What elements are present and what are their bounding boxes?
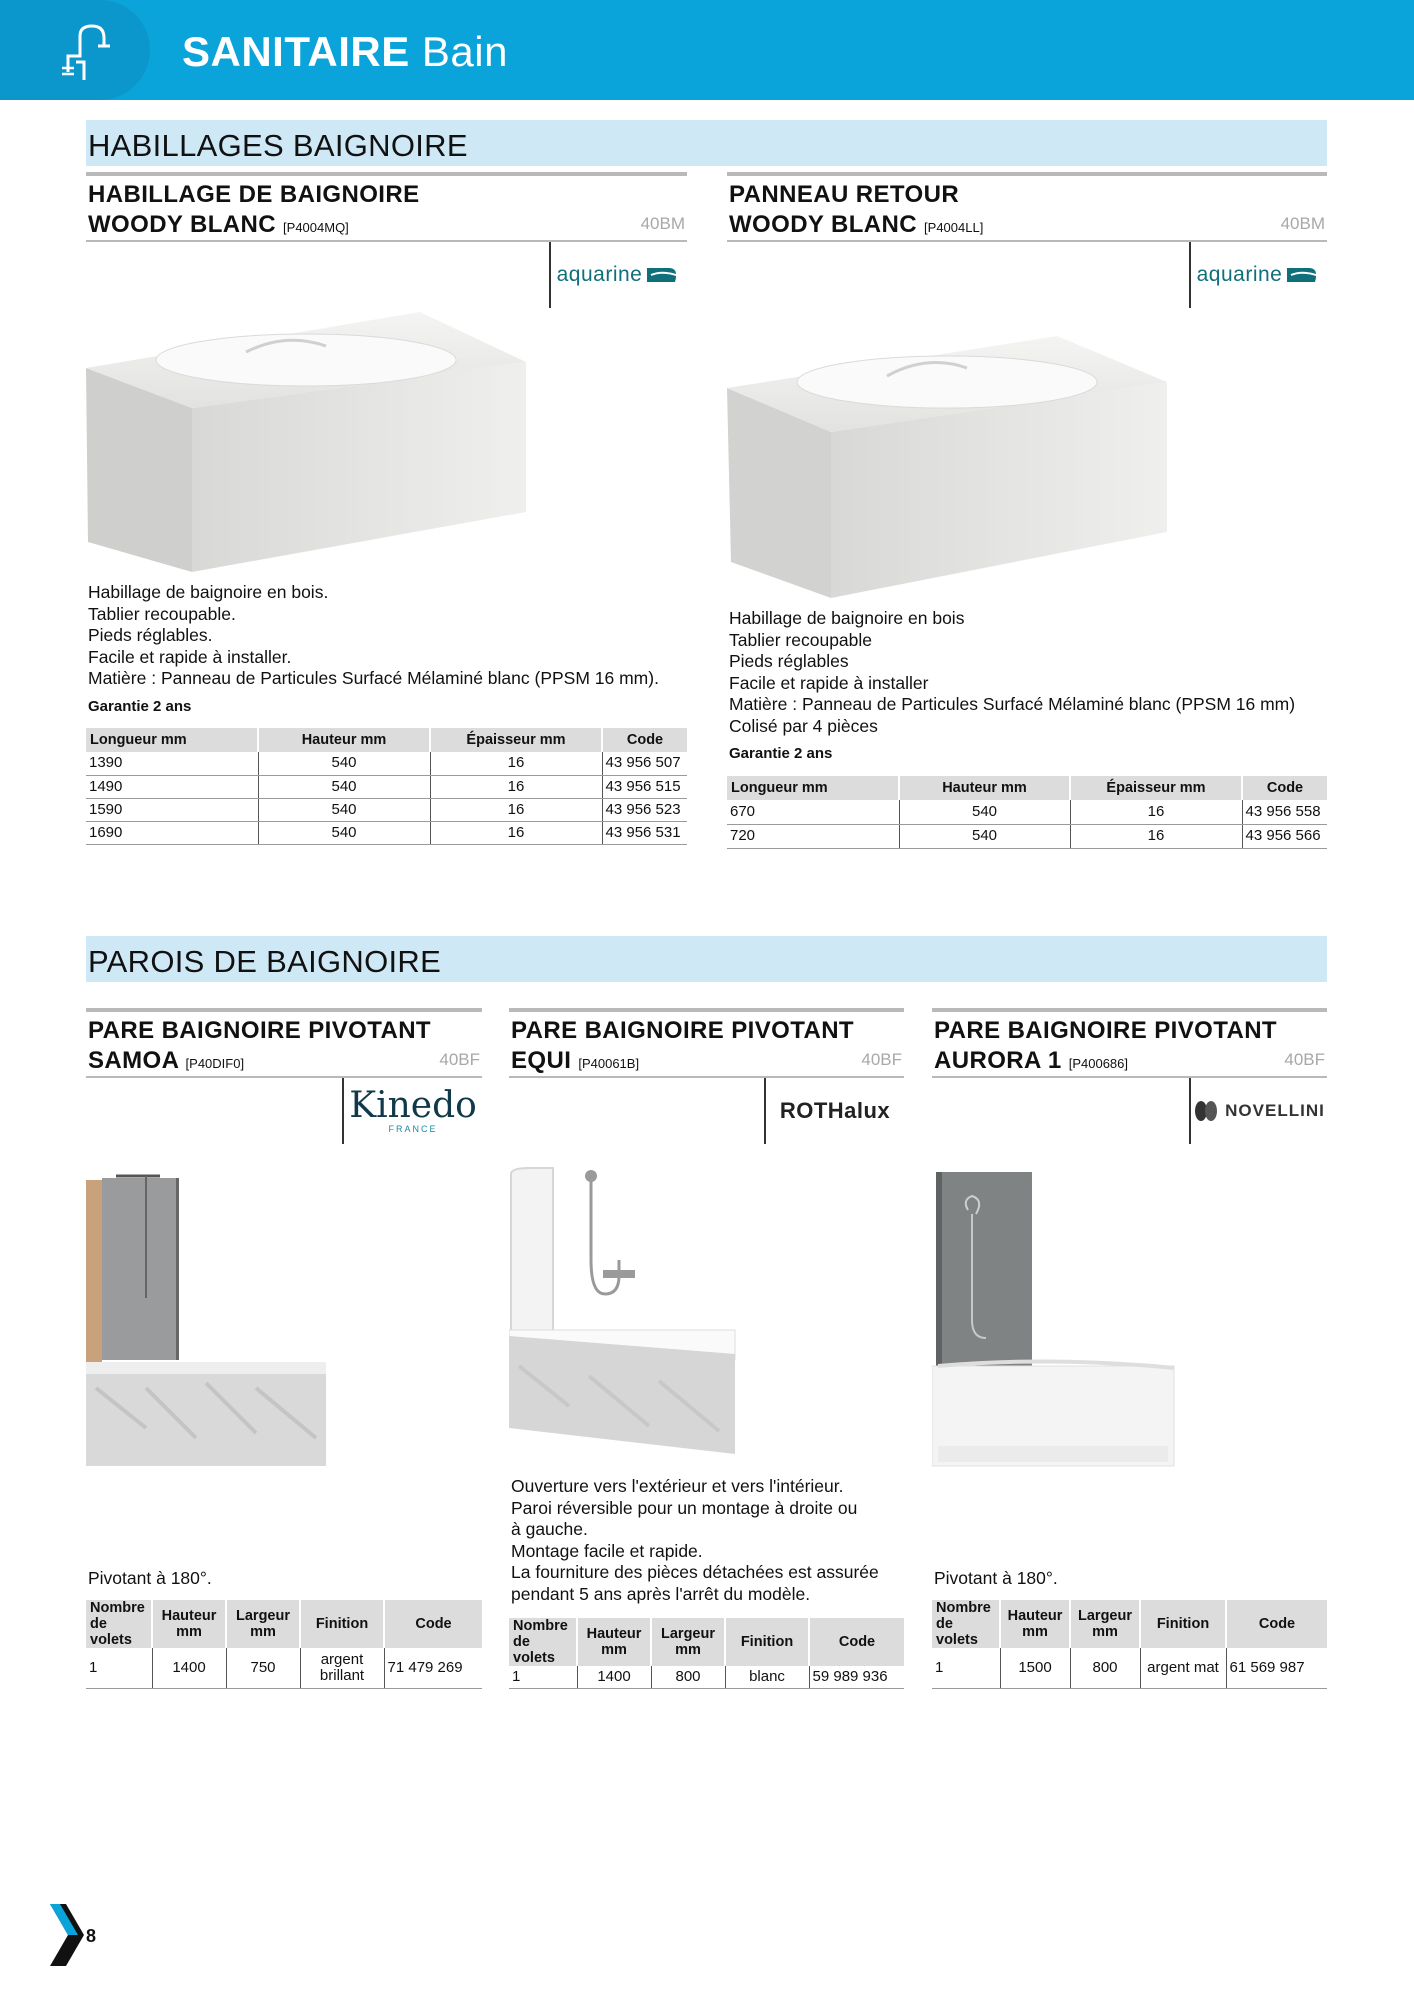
guarantee-label: Garantie 2 ans [88, 697, 192, 715]
guarantee-label: Garantie 2 ans [729, 745, 833, 762]
product-code: 40BF [861, 1050, 902, 1069]
table-row: 1690 540 16 43 956 531 [86, 821, 687, 844]
brand-logo-kinedo: Kinedo FRANCE [342, 1078, 482, 1144]
brand-logo-novellini: NOVELLINI [1189, 1078, 1327, 1144]
product-samoa [86, 1008, 482, 1684]
product-ref: [P40061B] [578, 1056, 640, 1071]
brand-logo-aquarine: aquarine [549, 242, 687, 308]
section-title: HABILLAGES BAIGNOIRE [88, 128, 468, 163]
product-habillage-woody [86, 172, 687, 852]
brand-logo-rothalux: ROTHalux [764, 1078, 904, 1144]
product-aurora [932, 1008, 1327, 1678]
spec-table: Longueur mm Hauteur mm Épaisseur mm Code 670 540 16 43 956 558 720 540 16 43 956 566 [727, 776, 1327, 849]
section-title: PAROIS DE BAIGNOIRE [88, 944, 442, 979]
product-ref: [P400686] [1068, 1056, 1129, 1071]
aquarine-wave-icon [1285, 264, 1321, 286]
spec-table: Nombre de volets Hauteur mm Largeur mm Finition Code 1 1500 800 argent mat 61 569 987 [932, 1600, 1327, 1689]
spec-table: Nombre de volets Hauteur mm Largeur mm Finition Code 1 1400 750 argent brillant 71 479 269 [86, 1600, 482, 1689]
page-number: 8 [86, 1926, 97, 1946]
table-row: 1490 540 16 43 956 515 [86, 775, 687, 798]
product-equi [509, 1008, 904, 1685]
product-description: Pivotant à 180°. [88, 1568, 212, 1588]
product-description: Habillage de baignoire en bois. Tablier recoupable. Pieds réglables. Facile et rapide à installer. Matière : Panneau de Particules Surfacé Mélaminé blanc (PPSM 16 mm). Garantie 2 ans [88, 582, 659, 717]
spec-table: Nombre de volets Hauteur mm Largeur mm Finition Code 1 1400 800 blanc 59 989 936 [509, 1618, 904, 1689]
table-row: 1 1400 800 blanc 59 989 936 [509, 1666, 904, 1688]
product-ref: [P4004MQ] [283, 220, 349, 235]
page-chevron-icon [48, 1904, 86, 1966]
section-title-bar [86, 936, 1327, 982]
product-title: HABILLAGE DE BAIGNOIRE WOODY BLANC [P4004MQ] [88, 181, 420, 238]
bathtub-return-panel-image [727, 332, 1167, 602]
product-code: 40BM [1280, 214, 1325, 233]
product-code: 40BF [439, 1050, 480, 1069]
spec-table: Longueur mm Hauteur mm Épaisseur mm Code 1390 540 16 43 956 507 1490 540 16 43 956 515 1590 540 16 43 956 523 1690 540 16 43 956 531 [86, 728, 687, 845]
table-row: 720 540 16 43 956 566 [727, 824, 1327, 848]
product-code: 40BF [1284, 1050, 1325, 1069]
product-ref: [P4004LL] [924, 220, 984, 235]
product-title: PARE BAIGNOIRE PIVOTANT EQUI [P40061B] [511, 1017, 854, 1074]
samoa-shower-screen-image [86, 1168, 336, 1468]
faucet-icon [58, 22, 118, 84]
product-title: PARE BAIGNOIRE PIVOTANT SAMOA [P40DIF0] [88, 1017, 431, 1074]
product-code: 40BM [640, 214, 685, 233]
table-row: 670 540 16 43 956 558 [727, 800, 1327, 824]
product-panneau-retour [727, 172, 1327, 852]
page-title: SANITAIRE Bain [182, 28, 508, 75]
equi-shower-screen-image [509, 1166, 749, 1466]
section-title-bar [86, 120, 1327, 166]
novellini-leaf-icon [1193, 1100, 1219, 1122]
product-title: PANNEAU RETOUR WOODY BLANC [P4004LL] [729, 181, 984, 238]
bathtub-panel-image [86, 312, 526, 582]
product-description: Habillage de baignoire en bois Tablier recoupable Pieds réglables Facile et rapide à installer Matière : Panneau de Particules Surfacé Mélaminé blanc (PPSM 16 mm) Colisé par 4 pièces Garantie 2 ans [729, 608, 1295, 765]
table-row: 1390 540 16 43 956 507 [86, 752, 687, 775]
product-description: Ouverture vers l'extérieur et vers l'intérieur. Paroi réversible pour un montage à droite ou à gauche. Montage facile et rapide. La fourniture des pièces détachées est assurée pendant 5 ans après l'arrêt du modèle. [511, 1476, 879, 1604]
page-header [0, 0, 1414, 100]
aquarine-wave-icon [645, 264, 681, 286]
table-row: 1590 540 16 43 956 523 [86, 798, 687, 821]
table-row: 1 1500 800 argent mat 61 569 987 [932, 1648, 1327, 1688]
table-row: 1 1400 750 argent brillant 71 479 269 [86, 1648, 482, 1688]
brand-logo-aquarine: aquarine [1189, 242, 1327, 308]
product-ref: [P40DIF0] [185, 1056, 245, 1071]
product-description: Pivotant à 180°. [934, 1568, 1058, 1588]
aurora-shower-screen-image [932, 1170, 1182, 1470]
product-title: PARE BAIGNOIRE PIVOTANT AURORA 1 [P400686] [934, 1017, 1277, 1074]
